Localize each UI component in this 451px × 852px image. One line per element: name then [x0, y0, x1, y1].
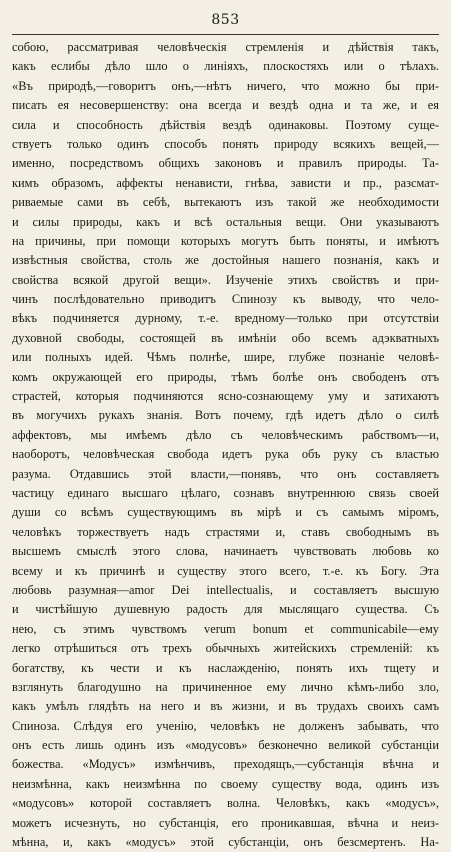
text-line: и чистѣйшую душевную радость для мыслящаго существа. Съ	[12, 602, 439, 617]
text-line: и силы природы, какъ и всѣ остальныя вещи. Они указываютъ	[12, 214, 439, 229]
text-line: въ могучихъ рукахъ знанія. Вотъ почему, гдѣ идетъ дѣло о силѣ	[12, 408, 439, 423]
text-line: ствуетъ только одинъ способъ понять природу всякихъ вещей,—	[12, 136, 439, 151]
text-line: кимъ образомъ, аффекты ненависти, гнѣва, зависти и пр., разсмат-	[12, 175, 439, 190]
text-line: онъ есть лишь одинъ изъ «модусовъ» безконечно великой субстанціи	[12, 738, 439, 753]
text-line: писать ея несовершенству: она всегда и вездѣ одна и та же, и ея	[12, 98, 439, 113]
text-line: чинъ послѣдовательно приводитъ Спинозу къ выводу, что чело-	[12, 292, 439, 307]
text-line: какъ еслибы дѣло шло о линіяхъ, плоскостяхъ или о тѣлахъ.	[12, 59, 439, 74]
text-line: легко отрѣшиться отъ трехъ обычныхъ житейскихъ стремленій: къ	[12, 641, 439, 656]
text-line: души со всѣмъ существующимъ въ мірѣ и съ самымъ міромъ,	[12, 505, 439, 520]
body-text	[12, 38, 439, 852]
page-number: 853	[211, 12, 240, 28]
text-line: нею, съ этимъ чувствомъ verum bonum et communicabile—ему	[12, 621, 439, 636]
text-line: Спиноза. Слѣдуя его ученію, человѣкъ не долженъ забывать, что	[12, 718, 439, 733]
text-line: мѣнна, и, какъ «модусъ» этой субстанціи, онъ безсмертенъ. На-	[12, 835, 439, 850]
text-line: какъ умѣлъ глядѣть на него и въ жизни, и въ трудахъ своихъ самъ	[12, 699, 439, 714]
text-line: «модусовъ» которой составляетъ волна. Человѣкъ, какъ «модусъ»,	[12, 796, 439, 811]
text-line: именно, посредствомъ общихъ законовъ и правилъ природы. Та-	[12, 156, 439, 171]
header-rule	[12, 34, 439, 35]
text-line: духовной свободы, состоящей въ имѣніи обо всемъ адэкватныхъ	[12, 330, 439, 345]
text-line: человѣкъ торжествуетъ надъ страстями и, ставъ свободнымъ въ	[12, 524, 439, 539]
text-line: всему и къ причинѣ и существу этого всего, т.-е. къ Богу. Эта	[12, 563, 439, 578]
text-line: собою, рассматривая человѣческія стремленія и дѣйствія такъ,	[12, 40, 439, 54]
text-line: вѣкъ подчиняется дурному, т.-е. вредному—только при отсутствіи	[12, 311, 439, 326]
text-line: аффектовъ, мы имѣемъ дѣло съ человѣческимъ рабствомъ—и,	[12, 427, 439, 442]
text-line: частицу единаго высшаго цѣлаго, сознавъ внутреннюю связь своей	[12, 485, 439, 500]
text-line: или полныхъ идей. Чѣмъ полнѣе, шире, глубже познаніе человѣ-	[12, 350, 439, 365]
text-line: извѣстныя свойства, столь же достойныя нашего познанія, какъ и	[12, 253, 439, 268]
text-line: страстей, которыя подчиняются ясно-сознающему уму и затихаютъ	[12, 389, 439, 404]
text-line: риваемые сами въ себѣ, вытекаютъ изъ такой же необходимости	[12, 195, 439, 210]
text-line: высшемъ смыслѣ этого слова, начинаетъ чувствовать любовь ко	[12, 544, 439, 559]
text-line: свойства всякой другой вещи». Изученіе этихъ свойствъ и при-	[12, 272, 439, 287]
text-line: богатству, къ чести и къ наслажденію, понять ихъ тщету и	[12, 660, 439, 675]
text-line: любовь разумная—amor Dei intellectualis, и составляетъ высшую	[12, 582, 439, 597]
text-line: можетъ исчезнуть, но субстанція, его проникавшая, вѣчна и неиз-	[12, 815, 439, 830]
text-line: наоборотъ, человѣческая свобода идетъ рука объ руку съ властью	[12, 447, 439, 462]
text-line: разума. Отдавшись этой власти,—понявъ, что онъ составляетъ	[12, 466, 439, 481]
text-line: на причины, при помощи которыхъ могутъ быть поняты, и имѣютъ	[12, 233, 439, 248]
text-line: сила и способность дѣйствія вездѣ одинаковы. Поэтому суще-	[12, 117, 439, 132]
text-line: «Въ природѣ,—говоритъ онъ,—нѣтъ ничего, что можно бы при-	[12, 78, 439, 93]
text-line: взглянуть благодушно на причиненное ему лично кѣмъ-либо зло,	[12, 679, 439, 694]
text-line: божества. «Модусъ» измѣнчивъ, преходящъ,—субстанція вѣчна и	[12, 757, 439, 772]
text-line: неизмѣнна, какъ неизмѣнна по своему существу вода, одинъ изъ	[12, 776, 439, 791]
text-line: комъ окружающей его природы, тѣмъ болѣе онъ свободенъ отъ	[12, 369, 439, 384]
